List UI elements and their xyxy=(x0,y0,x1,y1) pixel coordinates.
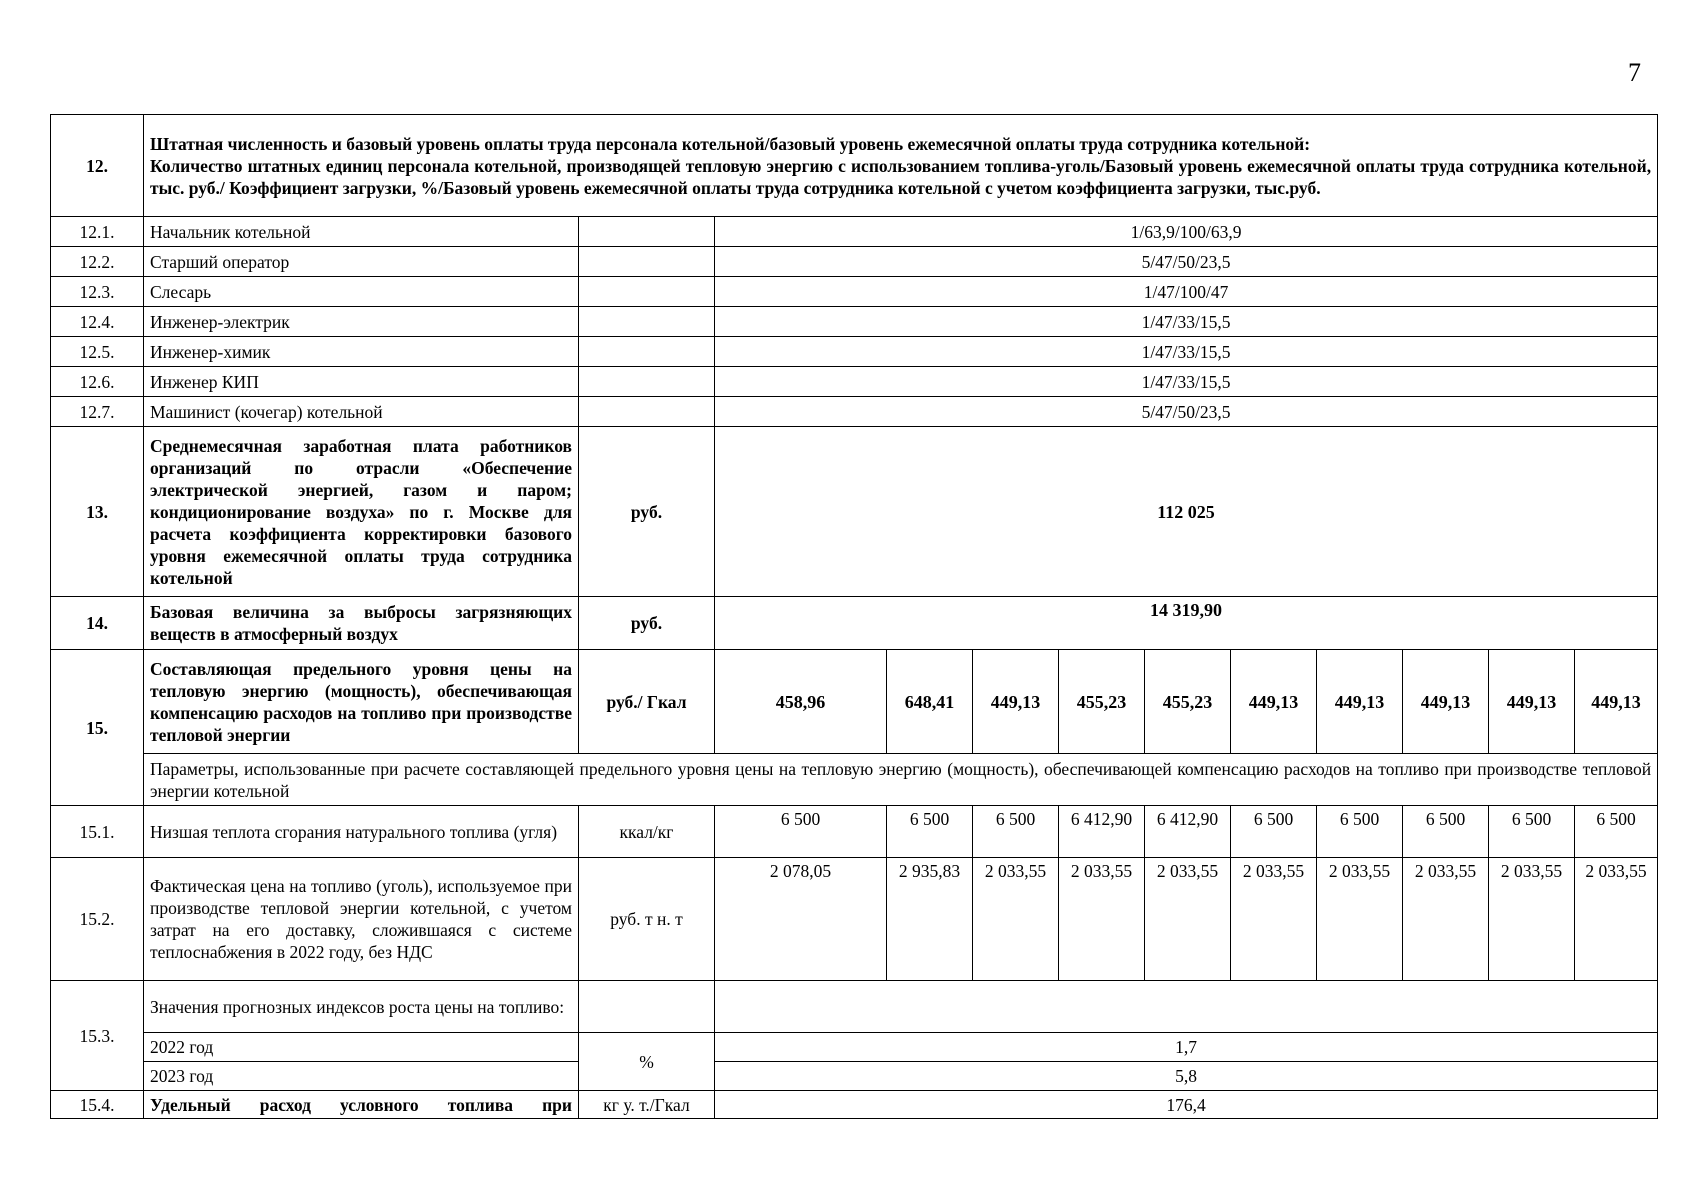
value-cell: 6 500 xyxy=(973,806,1059,858)
row-value: 14 319,90 xyxy=(715,597,1658,650)
row-value: 1/47/33/15,5 xyxy=(715,337,1658,367)
value-cell: 449,13 xyxy=(1403,650,1489,754)
value-cell: 449,13 xyxy=(1575,650,1658,754)
row-label: Старший оператор xyxy=(144,247,579,277)
row-label: Значения прогнозных индексов роста цены на топливо: xyxy=(144,981,579,1033)
row-value: 1/47/33/15,5 xyxy=(715,307,1658,337)
table-row xyxy=(51,1033,1658,1062)
unit-cell: руб./ Гкал xyxy=(579,650,715,754)
row-label: Базовая величина за выбросы загрязняющих веществ в атмосферный воздух xyxy=(144,597,579,650)
table-row xyxy=(51,337,1658,367)
page-number: 7 xyxy=(1628,58,1641,87)
value-cell: 2 033,55 xyxy=(1317,858,1403,981)
row-number: 12.1. xyxy=(51,217,144,247)
unit-cell xyxy=(579,397,715,427)
value-cell: 2 033,55 xyxy=(1231,858,1317,981)
table-row xyxy=(51,597,1658,650)
value-2022: 1,7 xyxy=(715,1033,1658,1062)
value-cell: 6 500 xyxy=(1231,806,1317,858)
table-row xyxy=(51,858,1658,981)
tariff-parameters-table xyxy=(50,114,1658,1119)
row-label: Начальник котельной xyxy=(144,217,579,247)
value-cell xyxy=(715,981,1658,1033)
table-row xyxy=(51,307,1658,337)
row-value: 5/47/50/23,5 xyxy=(715,247,1658,277)
row-label: Низшая теплота сгорания натурального топлива (угля) xyxy=(144,806,579,858)
row-label: Инженер-химик xyxy=(144,337,579,367)
row-number: 15.3. xyxy=(51,981,144,1091)
row-number: 12.6. xyxy=(51,367,144,397)
row-number: 13. xyxy=(51,427,144,597)
row-value: 5/47/50/23,5 xyxy=(715,397,1658,427)
unit-cell: % xyxy=(579,1033,715,1091)
row-value: 176,4 xyxy=(715,1091,1658,1119)
table-row xyxy=(51,367,1658,397)
value-cell: 449,13 xyxy=(973,650,1059,754)
row-value: 1/63,9/100/63,9 xyxy=(715,217,1658,247)
row-label: Удельный расход условного топлива при xyxy=(144,1091,579,1119)
unit-cell xyxy=(579,247,715,277)
row-number: 12.3. xyxy=(51,277,144,307)
value-cell: 6 412,90 xyxy=(1059,806,1145,858)
unit-cell xyxy=(579,367,715,397)
value-cell: 2 033,55 xyxy=(1403,858,1489,981)
value-cell: 6 500 xyxy=(1489,806,1575,858)
unit-cell xyxy=(579,277,715,307)
unit-cell: руб. xyxy=(579,427,715,597)
value-cell: 6 500 xyxy=(1575,806,1658,858)
table-row xyxy=(51,981,1658,1033)
row-number: 12.4. xyxy=(51,307,144,337)
row-label: Машинист (кочегар) котельной xyxy=(144,397,579,427)
value-cell: 2 033,55 xyxy=(1059,858,1145,981)
value-cell: 6 500 xyxy=(1403,806,1489,858)
row-number: 15.2. xyxy=(51,858,144,981)
value-cell: 455,23 xyxy=(1145,650,1231,754)
table-row xyxy=(51,650,1658,754)
value-cell: 2 033,55 xyxy=(973,858,1059,981)
row-label: Среднемесячная заработная плата работников организаций по отрасли «Обеспечение электрической энергией, газом и паром; кондиционирование воздуха» по г. Москве для расчета коэффициента корректировки базового уровня ежемесячной оплаты труда сотрудника котельной xyxy=(144,427,579,597)
table-row xyxy=(51,1091,1658,1119)
value-cell: 2 033,55 xyxy=(1489,858,1575,981)
unit-cell xyxy=(579,337,715,367)
value-cell: 2 935,83 xyxy=(887,858,973,981)
table-row xyxy=(51,806,1658,858)
row-value: 112 025 xyxy=(715,427,1658,597)
value-cell: 6 412,90 xyxy=(1145,806,1231,858)
value-cell: 2 033,55 xyxy=(1575,858,1658,981)
row-label: Фактическая цена на топливо (уголь), используемое при производстве тепловой энергии котельной, с учетом затрат на его доставку, сложившаяся с системе теплоснабжения в 2022 году, без НДС xyxy=(144,858,579,981)
table-row xyxy=(51,115,1658,217)
row-number: 14. xyxy=(51,597,144,650)
unit-cell: ккал/кг xyxy=(579,806,715,858)
row-number: 12.7. xyxy=(51,397,144,427)
row-label: Инженер КИП xyxy=(144,367,579,397)
value-2023: 5,8 xyxy=(715,1062,1658,1091)
unit-cell: кг у. т./Гкал xyxy=(579,1091,715,1119)
row-label-2023: 2023 год xyxy=(144,1062,579,1091)
row-label: Инженер-электрик xyxy=(144,307,579,337)
value-cell: 2 078,05 xyxy=(715,858,887,981)
section-12-description: Количество штатных единиц персонала котельной, производящей тепловую энергию с использованием топлива-уголь/Базовый уровень ежемесячной оплаты труда сотрудника котельной, тыс. руб./ Коэффициент загрузки, %/Базовый уровень ежемесячной оплаты труда сотрудника котельной с учетом коэффициента загрузки, тыс.руб. xyxy=(150,155,1652,198)
table-row xyxy=(51,1062,1658,1091)
value-cell: 6 500 xyxy=(887,806,973,858)
row-number: 12.2. xyxy=(51,247,144,277)
row-value: 1/47/100/47 xyxy=(715,277,1658,307)
unit-cell: руб. xyxy=(579,597,715,650)
value-cell: 458,96 xyxy=(715,650,887,754)
unit-cell xyxy=(579,307,715,337)
unit-cell xyxy=(579,217,715,247)
table-row xyxy=(51,247,1658,277)
value-cell: 648,41 xyxy=(887,650,973,754)
row-number: 12. xyxy=(51,115,144,217)
unit-cell: руб. т н. т xyxy=(579,858,715,981)
row-number: 15. xyxy=(51,650,144,806)
section-12-heading: Штатная численность и базовый уровень оплаты труда персонала котельной/базовый уровень ежемесячной оплаты труда сотрудника котельной: xyxy=(150,133,1311,154)
value-cell: 449,13 xyxy=(1317,650,1403,754)
value-cell: 2 033,55 xyxy=(1145,858,1231,981)
table-row xyxy=(51,277,1658,307)
section-12-cell xyxy=(144,115,1658,217)
row-label: Слесарь xyxy=(144,277,579,307)
value-cell: 449,13 xyxy=(1489,650,1575,754)
row-number: 15.4. xyxy=(51,1091,144,1119)
table-row xyxy=(51,427,1658,597)
table-row xyxy=(51,217,1658,247)
value-cell: 455,23 xyxy=(1059,650,1145,754)
value-cell: 6 500 xyxy=(715,806,887,858)
value-cell: 449,13 xyxy=(1231,650,1317,754)
parameters-note: Параметры, использованные при расчете составляющей предельного уровня цены на тепловую энергию (мощность), обеспечивающей компенсацию расходов на топливо при производстве тепловой энергии котельной xyxy=(144,754,1658,806)
row-number: 12.5. xyxy=(51,337,144,367)
unit-cell xyxy=(579,981,715,1033)
row-value: 1/47/33/15,5 xyxy=(715,367,1658,397)
value-cell: 6 500 xyxy=(1317,806,1403,858)
row-label-2022: 2022 год xyxy=(144,1033,579,1062)
row-label: Составляющая предельного уровня цены на тепловую энергию (мощность), обеспечивающая компенсацию расходов на топливо при производстве тепловой энергии xyxy=(144,650,579,754)
row-number: 15.1. xyxy=(51,806,144,858)
table-row xyxy=(51,754,1658,806)
table-row xyxy=(51,397,1658,427)
